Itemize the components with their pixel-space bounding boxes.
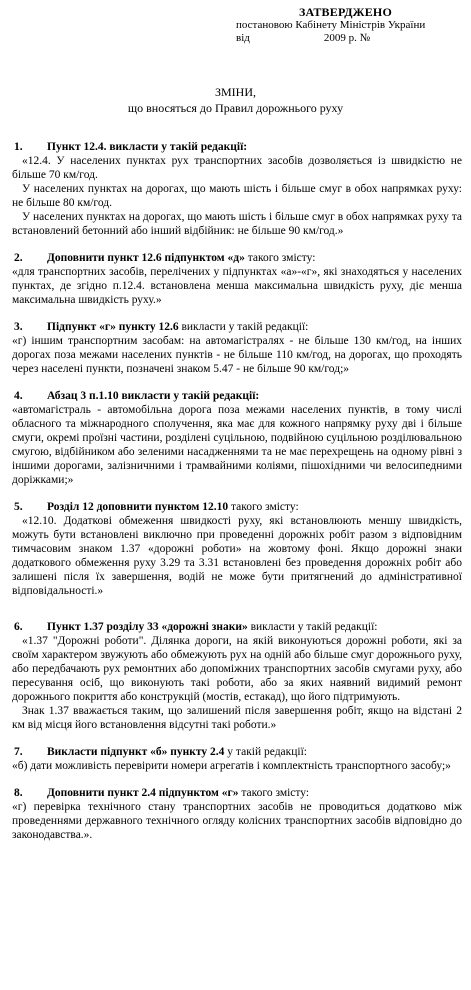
amendment-heading-bold: Доповнити пункт 2.4 підпунктом «г» — [47, 787, 239, 799]
amendment-heading — [12, 320, 462, 334]
amendment-paragraph: «для транспортних засобів, перелічених у підпунктах «а»-«г», які знаходяться у населених пунктах, де згідно п.12.4. встановлена менша максимальна швидкість руху, діє менша максимальна швидкість руху.» — [12, 266, 462, 306]
amendment-item — [12, 320, 462, 376]
amendment-heading-bold: Пункт 12.4. викласти у такій редакції: — [47, 141, 248, 153]
amendment-number: 6. — [14, 621, 23, 633]
amendment-heading-normal: такого змісту: — [238, 787, 310, 799]
amendment-heading-text — [47, 320, 308, 334]
amendment-heading-text — [47, 786, 309, 800]
amendment-heading — [12, 786, 462, 800]
amendment-heading-bold: Пункт 1.37 розділу 33 «дорожні знаки» — [47, 621, 248, 633]
amendment-item — [12, 251, 462, 307]
amendment-heading-bold: Розділ 12 доповнити пунктом 12.10 — [47, 501, 229, 513]
amendment-paragraph: «г) перевірка технічного стану транспортних засобів не проводиться додатково між проведеннями державного технічного огляду колісних транспортних засобів відповідно до законодавства.». — [12, 801, 462, 841]
amendment-item — [12, 389, 462, 487]
amendment-heading-text — [47, 745, 307, 759]
amendment-heading-text — [47, 251, 315, 265]
approval-date-prefix: від — [236, 32, 250, 44]
amendment-heading — [12, 500, 462, 514]
amendment-number: 5. — [14, 501, 23, 513]
amendment-heading — [12, 251, 462, 265]
document-subtitle: що вносяться до Правил дорожнього руху — [127, 101, 344, 115]
amendment-heading-bold: Абзац 3 п.1.10 викласти у такій редакції: — [47, 390, 260, 402]
amendment-heading-normal: викласти у такій редакції: — [247, 621, 378, 633]
document-title: ЗМІНИ, — [214, 85, 256, 99]
amendment-paragraph: «1.37 "Дорожні роботи". Ділянка дороги, на якій виконуються дорожні роботи, які за своїм характером звужують або обмежують рух на одній або більше смуг дорожнього руху, або передбачають рух ремонтних або допоміжних транспортних засобів смугами руху, або пересування осіб, що виконують такі роботи, або за яких наявний видимий ремонт дорожнього покриття або конструкцій (мостів, естакад), що його підтримують. — [12, 635, 462, 703]
approval-stamp — [236, 6, 468, 45]
amendment-heading — [12, 745, 462, 759]
amendment-paragraph: «автомагістраль - автомобільна дорога поза межами населених пунктів, в тому числі обласного та міжнародного сполучення, яка має для кожного напрямку руху дві і більше смуги, окремі проїзні частини, розділені суцільною, подвійною суцільною розділювальною смугою, відбійником або зеленими насадженнями та не має перехрещень на одному рівні з іншими дорогами, залізничними і трамвайними коліями, пішохідними чи велосипедними доріжками;» — [12, 404, 462, 486]
amendment-paragraph: У населених пунктах на дорогах, що мають шість і більше смуг в обох напрямках руху та встановлений бетонний або інший відбійник: не більше 90 км/год.» — [12, 211, 462, 237]
amendment-heading-normal: такого змісту: — [244, 252, 316, 264]
amendment-heading — [12, 389, 462, 403]
amendment-number: 4. — [14, 390, 23, 402]
amendment-heading-normal: у такій редакції: — [224, 746, 307, 758]
amendment-number: 2. — [14, 252, 23, 264]
amendment-number: 1. — [14, 141, 23, 153]
amendment-item — [12, 745, 462, 773]
amendment-paragraph: Знак 1.37 вважається таким, що залишений після завершення робіт, якщо на відстані 2 км від місця його встановлення відсутні такі роботи.» — [12, 705, 462, 731]
amendment-heading — [12, 140, 462, 154]
amendment-heading-bold: Доповнити пункт 12.6 підпунктом «д» — [47, 252, 245, 264]
amendment-item — [12, 140, 462, 238]
amendment-heading-text — [47, 140, 247, 154]
approval-date: 2009 р. № — [323, 32, 371, 44]
amendment-item — [12, 500, 462, 598]
amendment-number: 3. — [14, 321, 23, 333]
amendment-number: 8. — [14, 787, 23, 799]
amendment-paragraph: «г) іншим транспортним засобам: на автомагістралях - не більше 130 км/год, на інших дорогах поза межами населених пунктів - не більше 110 км/год, на дорогах, що проходять через населені пункти, позначені знаком 5.47 - не більше 90 км/год;» — [12, 335, 462, 375]
amendment-paragraph: У населених пунктах на дорогах, що мають шість і більше смуг в обох напрямках руху: не більше 80 км/год. — [12, 183, 462, 209]
approval-date-line — [236, 32, 468, 45]
amendment-heading-text — [47, 500, 299, 514]
amendment-heading-bold: Викласти підпункт «б» пункту 2.4 — [47, 746, 225, 758]
amendment-item — [12, 620, 462, 732]
amendment-number: 7. — [14, 746, 23, 758]
amendment-heading-normal: такого змісту: — [228, 501, 299, 513]
amendment-heading-normal: викласти у такій редакції: — [178, 321, 309, 333]
amendment-heading-text — [47, 620, 377, 634]
approval-issuer: постановою Кабінету Міністрів України — [236, 19, 426, 31]
approval-title: ЗАТВЕРДЖЕНО — [299, 5, 392, 19]
amendments-list — [12, 140, 462, 855]
amendment-heading — [12, 620, 462, 634]
amendment-paragraph: «б) дати можливість перевірити номери агрегатів і комплектність транспортного засобу;» — [12, 760, 451, 772]
amendment-paragraph: «12.4. У населених пунктах рух транспортних засобів дозволяється із швидкістю не більше 70 км/год. — [12, 155, 462, 181]
amendment-heading-bold: Підпункт «г» пункту 12.6 — [47, 321, 179, 333]
amendment-paragraph: «12.10. Додаткові обмеження швидкості руху, які встановлюють меншу швидкість, можуть бути встановлені виключно при проведенні дорожніх робіт разом з відповідним тимчасовим знаком 1.37 «дорожні роботи» на жовтому фоні. Якщо дорожні знаки додаткового обмеження руху 3.29 та 3.31 встановлені без проведення дорожніх робіт або залишені після їх завершення, водій не може бути притягнений до адміністративної відповідальності.» — [12, 515, 462, 597]
amendment-item — [12, 786, 462, 842]
amendment-heading-text — [47, 389, 259, 403]
